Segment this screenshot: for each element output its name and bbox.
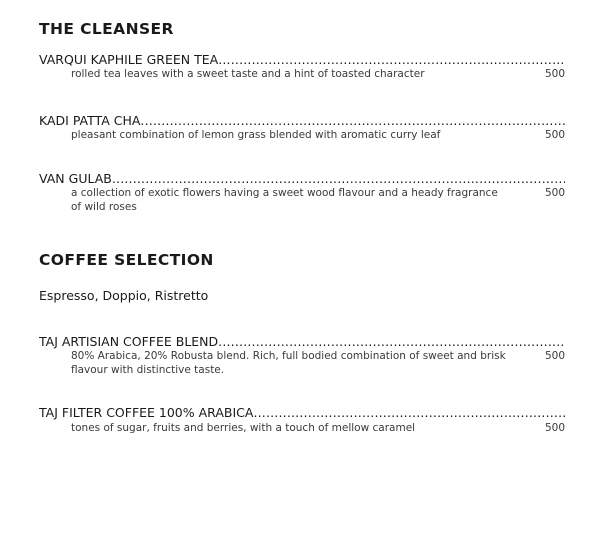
menu-item-price: 500 <box>544 129 565 141</box>
menu-item-description: a collection of exotic flowers having a sweet wood flavour and a heady fragrance of wild roses <box>71 187 498 213</box>
menu-item-price: 500 <box>544 68 565 80</box>
espresso-line: Espresso, Doppio, Ristretto <box>39 288 209 303</box>
menu-item-description: tones of sugar, fruits and berries, with a touch of mellow caramel <box>71 422 416 434</box>
menu-item-description: rolled tea leaves with a sweet taste and a hint of toasted character <box>71 68 425 80</box>
menu-item-title <box>39 52 565 68</box>
dot-leader <box>253 405 565 421</box>
menu-item-title <box>39 171 565 187</box>
dot-leader <box>112 171 565 187</box>
dot-leader <box>140 113 565 129</box>
menu-item-title <box>39 113 565 129</box>
menu-item-name: KADI PATTA CHA <box>39 113 141 128</box>
menu-item-price: 500 <box>544 422 565 434</box>
menu-item-description: 80% Arabica, 20% Robusta blend. Rich, full bodied combination of sweet and brisk flavour with distinctive taste. <box>71 350 506 376</box>
dot-leader <box>218 52 565 68</box>
menu-item-description: pleasant combination of lemon grass blended with aromatic curry leaf <box>71 129 441 141</box>
menu-item-name: VARQUI KAPHILE GREEN TEA <box>39 52 219 67</box>
menu-item-price: 500 <box>544 350 565 362</box>
menu-item-title <box>39 405 565 421</box>
section-heading-coffee: COFFEE SELECTION <box>39 251 214 269</box>
menu-item-name: TAJ ARTISIAN COFFEE BLEND <box>39 334 219 349</box>
menu-item-name: VAN GULAB <box>39 171 112 186</box>
menu-item-title <box>39 334 565 350</box>
menu-item-name: TAJ FILTER COFFEE 100% ARABICA <box>39 405 254 420</box>
menu-item-price: 500 <box>544 187 565 199</box>
section-heading-cleanser: THE CLEANSER <box>39 20 174 38</box>
dot-leader <box>218 334 565 350</box>
